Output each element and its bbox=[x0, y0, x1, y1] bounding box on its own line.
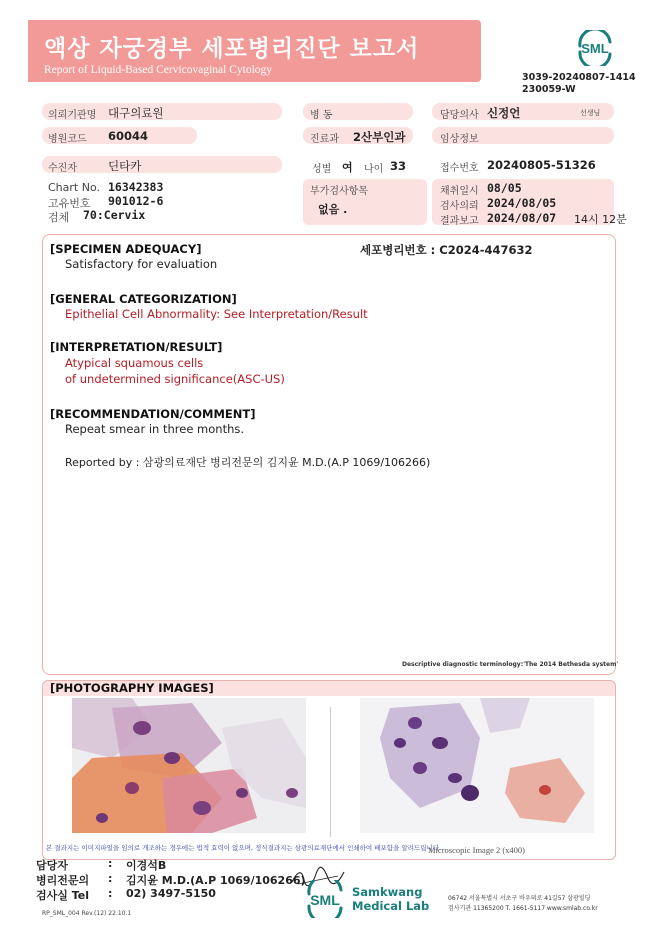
microscopic-image-1 bbox=[72, 698, 306, 833]
lab-tel-label: 검사실 Tel bbox=[36, 889, 89, 902]
address-line2: 검사기관 11365200 T. 1661-5117 www.smlab.co.kr bbox=[448, 905, 598, 912]
id-label: 고유번호 bbox=[48, 197, 91, 210]
chart-value: 16342383 bbox=[108, 180, 164, 194]
interpretation-line2: of undetermined significance(ASC-US) bbox=[65, 372, 285, 386]
institution-value: 대구의료원 bbox=[108, 106, 164, 120]
reported-by: Reported by : 삼광의료재단 병리전문의 김지윤 M.D.(A.P 1069/106266) bbox=[65, 456, 431, 469]
ward-label: 병 동 bbox=[310, 110, 333, 121]
sex-label: 성별 bbox=[312, 164, 332, 175]
doctor-label: 담당의사 bbox=[440, 110, 479, 121]
general-title: [GENERAL CATEGORIZATION] bbox=[50, 292, 237, 306]
logo-text: SML bbox=[581, 41, 609, 56]
report-subtitle: Report of Liquid-Based Cervicovaginal Cytology bbox=[44, 64, 273, 76]
request-date-value: 2024/08/05 bbox=[487, 196, 557, 210]
photo-title: [PHOTOGRAPHY IMAGES] bbox=[50, 681, 214, 695]
pathologist-value: 김지윤 M.D.(A.P 1069/106266) bbox=[126, 874, 306, 887]
interpretation-title: [INTERPRETATION/RESULT] bbox=[50, 340, 223, 354]
hospital-code-label: 병원코드 bbox=[48, 134, 87, 145]
specimen-label: 검체 bbox=[48, 211, 70, 224]
terminology-footnote: Descriptive diagnostic terminology:'The 2014 Bethesda system' bbox=[402, 661, 619, 668]
legal-notice: 본 결과지는 이미지파일을 임의로 개조하는 경우에는 법적 효력이 없으며, 정식결과지는 삼광의료재단에서 인쇄하여 배포함을 알려드립니다. bbox=[46, 844, 442, 852]
patient-value: 딘타카 bbox=[108, 159, 142, 173]
patient-field-bg bbox=[42, 156, 282, 173]
company-name-line2: Medical Lab bbox=[352, 899, 430, 913]
department-label: 진료과 bbox=[310, 134, 339, 145]
staff-value: 이경석B bbox=[126, 859, 167, 872]
recommendation-title: [RECOMMENDATION/COMMENT] bbox=[50, 407, 256, 421]
pathologist-colon: : bbox=[108, 872, 113, 885]
sml-logo-icon bbox=[574, 30, 616, 66]
footer-logo-text: SML bbox=[310, 892, 340, 908]
staff-label: 담당자 bbox=[36, 859, 68, 872]
sex-value: 여 bbox=[342, 161, 353, 174]
receipt-value: 20240805-51326 bbox=[487, 158, 596, 172]
chart-label: Chart No. bbox=[48, 181, 100, 194]
address-line1: 06742 서울특별시 서초구 바우뫼로 41길57 삼광빌딩 bbox=[448, 895, 591, 902]
adequacy-title: [SPECIMEN ADEQUACY] bbox=[50, 242, 202, 256]
specimen-number: 세포병리번호 : C2024-447632 bbox=[360, 243, 533, 257]
report-date-label: 결과보고 bbox=[440, 216, 479, 227]
receipt-label: 접수번호 bbox=[440, 163, 479, 174]
age-label: 나이 bbox=[364, 164, 384, 175]
clinical-info-label: 임상정보 bbox=[440, 134, 479, 145]
doctor-value: 신정언 bbox=[487, 106, 521, 120]
report-time-value: 14시 12분 bbox=[574, 213, 627, 226]
additional-test-value: 없음 . bbox=[318, 203, 348, 216]
pathologist-label: 병리전문의 bbox=[36, 874, 90, 887]
staff-colon: : bbox=[108, 857, 113, 870]
recommendation-text: Repeat smear in three months. bbox=[65, 422, 245, 436]
company-name-line1: Samkwang bbox=[352, 885, 423, 899]
additional-test-label: 부가검사항목 bbox=[310, 186, 368, 197]
id-value: 901012-6 bbox=[108, 194, 164, 208]
department-value: 2산부인과 bbox=[353, 130, 406, 144]
interpretation-line1: Atypical squamous cells bbox=[65, 356, 204, 370]
form-code: RP_SML_004 Rev.(12) 22.10.1 bbox=[42, 910, 132, 917]
general-text: Epithelial Cell Abnormality: See Interpretation/Result bbox=[65, 307, 368, 321]
photo-divider bbox=[330, 707, 331, 837]
specimen-value: 70:Cervix bbox=[83, 208, 146, 222]
institution-label: 의뢰기관명 bbox=[48, 110, 97, 121]
image-2-caption: Microscopic Image 2 (x400) bbox=[428, 845, 526, 855]
request-date-label: 검사의뢰 bbox=[440, 201, 479, 212]
age-value: 33 bbox=[390, 159, 407, 173]
patient-label: 수진자 bbox=[48, 163, 77, 174]
collection-date-label: 채취일시 bbox=[440, 186, 479, 197]
collection-date-value: 08/05 bbox=[487, 181, 522, 195]
lab-tel-value: 02) 3497-5150 bbox=[126, 887, 216, 900]
microscopic-image-2 bbox=[360, 698, 594, 833]
report-date-value: 2024/08/07 bbox=[487, 211, 557, 225]
doctor-suffix: 선생님 bbox=[580, 109, 601, 117]
sml-footer-logo-icon bbox=[303, 880, 347, 918]
barcode-suffix: 230059-W bbox=[522, 84, 576, 95]
hospital-code-value: 60044 bbox=[108, 129, 149, 143]
lab-tel-colon: : bbox=[108, 887, 113, 900]
report-title: 액상 자궁경부 세포병리진단 보고서 bbox=[44, 36, 420, 62]
barcode-number: 3039-20240807-1414 bbox=[522, 72, 636, 83]
adequacy-text: Satisfactory for evaluation bbox=[65, 257, 218, 271]
